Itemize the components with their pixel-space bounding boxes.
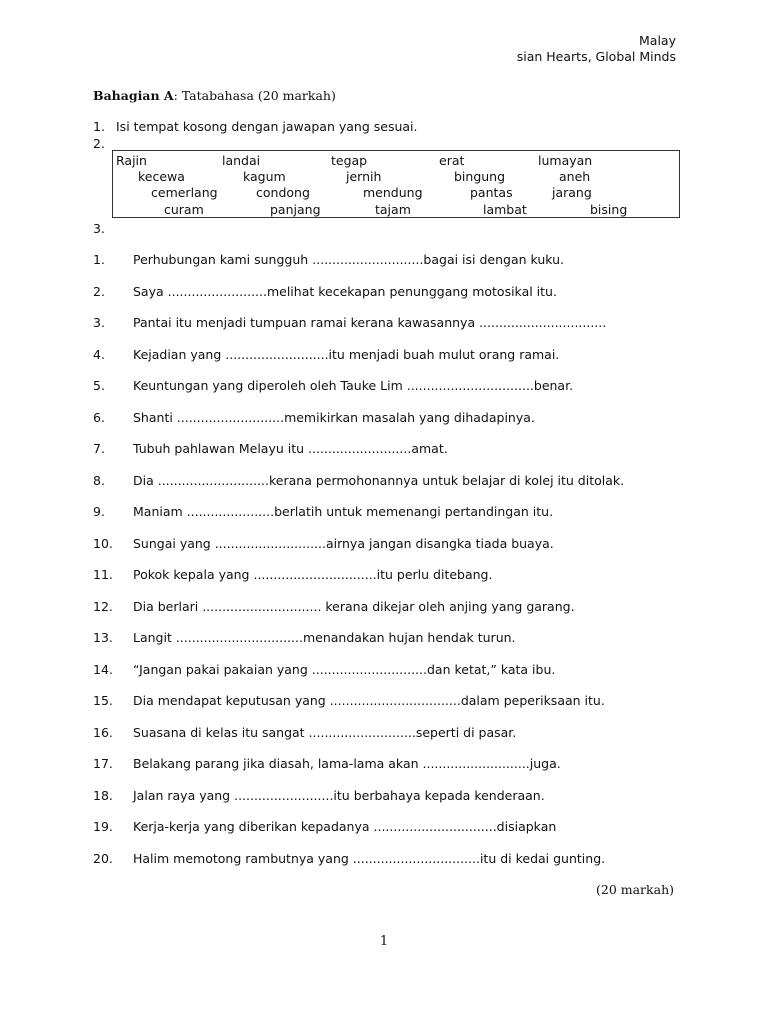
question-item: [93, 504, 553, 519]
total-marks: (20 markah): [596, 882, 674, 897]
question-number: 4.: [93, 347, 105, 362]
question-text: Jalan raya yang .........................itu berbahaya kepada kenderaan.: [133, 788, 545, 803]
word-bank-word: pantas: [470, 185, 513, 200]
question-item: [93, 851, 605, 866]
question-item: [93, 788, 545, 803]
word-bank-word: curam: [164, 202, 204, 217]
question-item: [93, 567, 492, 582]
question-text: Keuntungan yang diperoleh oleh Tauke Lim ................................benar.: [133, 378, 574, 393]
question-item: [93, 441, 448, 456]
question-number: 18.: [93, 788, 113, 803]
page-number: 1: [379, 934, 389, 949]
question-number: 9.: [93, 504, 105, 519]
question-item: [93, 599, 575, 614]
word-bank-word: condong: [256, 185, 310, 200]
word-bank-word: bingung: [454, 169, 506, 184]
word-bank-word: kecewa: [138, 169, 185, 184]
header-subject: Malay: [639, 33, 676, 48]
question-item: [93, 378, 573, 393]
question-number: 11.: [93, 567, 113, 582]
question-text: “Jangan pakai pakaian yang .............................dan ketat,” kata ibu.: [133, 662, 556, 677]
question-number: 6.: [93, 410, 105, 425]
word-bank-word: lumayan: [538, 153, 593, 168]
question-text: Dia berlari .............................. kerana dikejar oleh anjing yang garang.: [133, 599, 575, 614]
word-bank-word: aneh: [559, 169, 591, 184]
question-item: [93, 630, 516, 645]
question-item: [93, 536, 554, 551]
question-text: Suasana di kelas itu sangat ...........................seperti di pasar.: [133, 725, 517, 740]
question-text: Tubuh pahlawan Melayu itu ..........................amat.: [133, 441, 448, 456]
question-item: [93, 725, 516, 740]
question-number: 10.: [93, 536, 113, 551]
question-number: 20.: [93, 851, 113, 866]
question-item: [93, 693, 605, 708]
word-bank-word: lambat: [483, 202, 527, 217]
instruction-number: 2.: [93, 136, 105, 151]
question-number: 17.: [93, 756, 113, 771]
question-text: Pantai itu menjadi tumpuan ramai kerana kawasannya ................................: [133, 315, 607, 330]
section-title-bold: Bahagian A: [93, 88, 174, 103]
word-bank-word: tegap: [331, 153, 368, 168]
question-text: Shanti ...........................memikirkan masalah yang dihadapinya.: [133, 410, 535, 425]
question-text: Belakang parang jika diasah, lama-lama akan ...........................juga.: [133, 756, 561, 771]
question-number: 2.: [93, 284, 105, 299]
question-number: 14.: [93, 662, 113, 677]
instruction-number: 3.: [93, 221, 105, 236]
word-bank-box: [112, 150, 680, 218]
question-item: [93, 347, 559, 362]
question-item: [93, 819, 556, 834]
question-number: 15.: [93, 693, 113, 708]
section-title: [93, 88, 336, 103]
question-text: Kerja-kerja yang diberikan kepadanya ...............................disiapkan: [133, 819, 557, 834]
header-slogan: sian Hearts, Global Minds: [516, 49, 676, 64]
instruction-number: 1.: [93, 119, 105, 134]
question-item: [93, 252, 564, 267]
question-text: Maniam ......................berlatih untuk memenangi pertandingan itu.: [133, 504, 554, 519]
word-bank-word: mendung: [363, 185, 423, 200]
question-item: [93, 284, 557, 299]
question-text: Saya .........................melihat kecekapan penunggang motosikal itu.: [133, 284, 557, 299]
question-item: [93, 410, 535, 425]
word-bank-word: tajam: [375, 202, 411, 217]
question-number: 16.: [93, 725, 113, 740]
question-number: 5.: [93, 378, 105, 393]
section-title-rest: : Tatabahasa (20 markah): [173, 88, 336, 103]
question-text: Dia ............................kerana permohonannya untuk belajar di kolej itu ditolak.: [133, 473, 625, 488]
word-bank-word: kagum: [243, 169, 286, 184]
page-header: [517, 33, 676, 65]
word-bank-word: jarang: [552, 185, 592, 200]
question-text: Perhubungan kami sungguh ............................bagai isi dengan kuku.: [133, 252, 565, 267]
question-number: 3.: [93, 315, 105, 330]
question-number: 19.: [93, 819, 113, 834]
word-bank-word: Rajin: [116, 153, 147, 168]
word-bank-word: panjang: [270, 202, 321, 217]
question-text: Langit ................................menandakan hujan hendak turun.: [133, 630, 516, 645]
question-number: 7.: [93, 441, 105, 456]
question-number: 8.: [93, 473, 105, 488]
word-bank-word: cemerlang: [151, 185, 218, 200]
question-text: Sungai yang ............................airnya jangan disangka tiada buaya.: [133, 536, 554, 551]
question-number: 1.: [93, 252, 105, 267]
question-text: Pokok kepala yang ...............................itu perlu ditebang.: [133, 567, 493, 582]
instruction-text: Isi tempat kosong dengan jawapan yang sesuai.: [116, 119, 418, 134]
word-bank-word: landai: [222, 153, 261, 168]
word-bank-word: erat: [439, 153, 465, 168]
question-item: [93, 473, 624, 488]
question-text: Dia mendapat keputusan yang .................................dalam peperiksaan itu.: [133, 693, 605, 708]
question-text: Halim memotong rambutnya yang ................................itu di kedai gunting.: [133, 851, 606, 866]
word-bank-word: bising: [590, 202, 628, 217]
question-item: [93, 662, 555, 677]
word-bank-word: jernih: [346, 169, 382, 184]
question-text: Kejadian yang ..........................itu menjadi buah mulut orang ramai.: [133, 347, 560, 362]
question-item: [93, 756, 561, 771]
question-number: 12.: [93, 599, 113, 614]
question-item: [93, 315, 606, 330]
question-number: 13.: [93, 630, 113, 645]
